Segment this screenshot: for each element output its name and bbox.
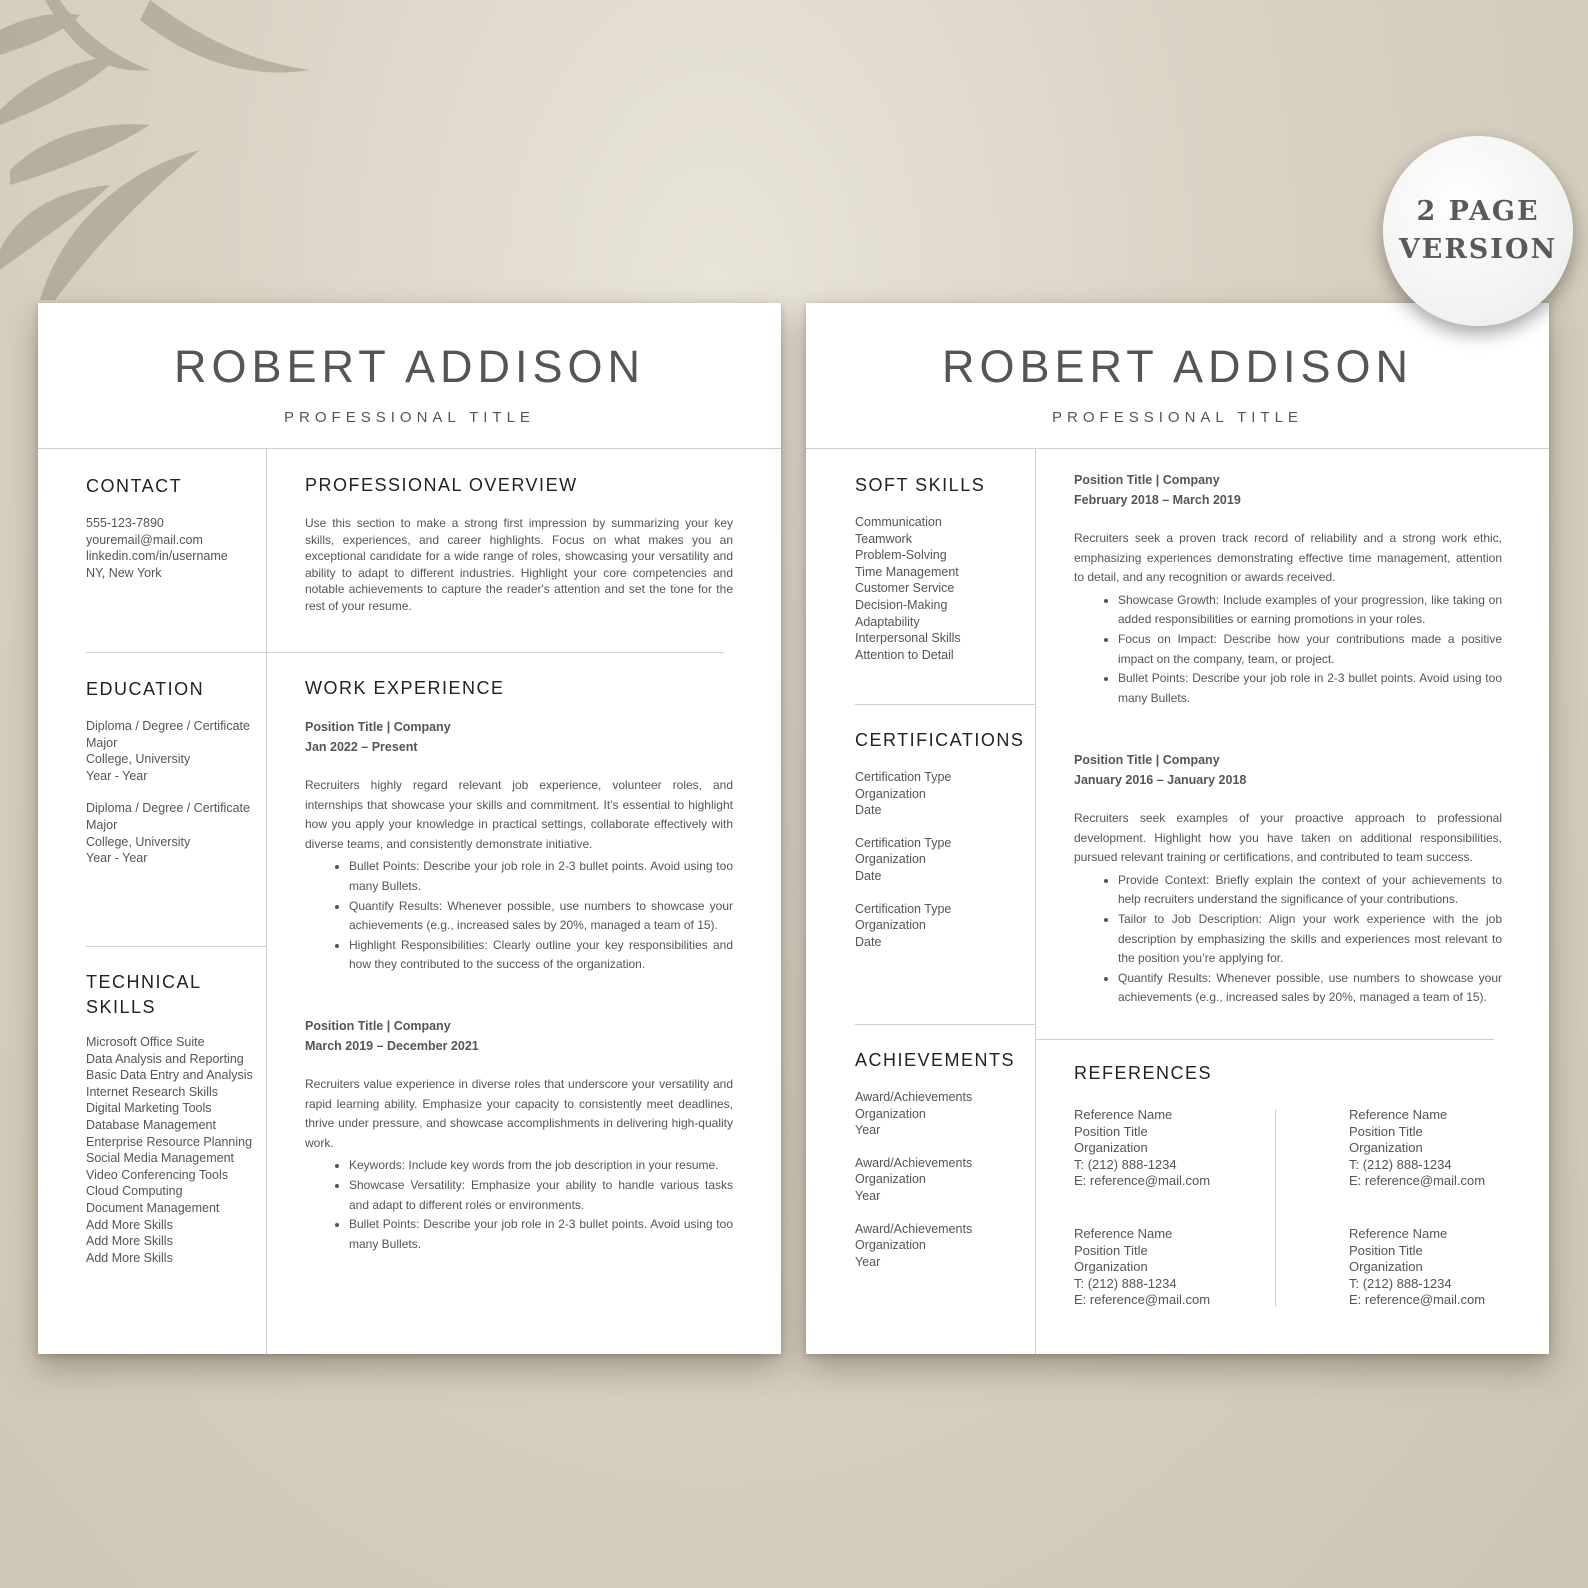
soft-skill-item: Customer Service bbox=[855, 581, 955, 596]
spacer bbox=[86, 784, 250, 800]
section-divider bbox=[1035, 1039, 1494, 1040]
soft-skill-item: Decision-Making bbox=[855, 597, 948, 612]
reference-position: Position Title bbox=[1074, 1123, 1148, 1139]
reference-email: E: reference@mail.com bbox=[1074, 1173, 1211, 1189]
skill-item: Add More Skills bbox=[86, 1217, 173, 1232]
technical-skills-heading-line2: SKILLS bbox=[86, 997, 157, 1017]
certification-org: Organization bbox=[855, 786, 926, 801]
achievement-award: Award/Achievements bbox=[855, 1155, 973, 1170]
achievements-heading: ACHIEVEMENTS bbox=[855, 1050, 1016, 1070]
header-divider bbox=[38, 448, 781, 449]
achievement-org: Organization bbox=[855, 1238, 926, 1253]
education-years: Year - Year bbox=[86, 768, 148, 783]
contact-location: NY, New York bbox=[86, 565, 162, 580]
work-experience-heading: WORK EXPERIENCE bbox=[305, 678, 505, 698]
job-bullets bbox=[305, 1156, 733, 1254]
achievement-org: Organization bbox=[855, 1172, 926, 1187]
resume-page-2 bbox=[806, 303, 1549, 1354]
certifications-list bbox=[855, 769, 951, 950]
skill-item: Cloud Computing bbox=[86, 1184, 183, 1199]
technical-skills-heading-line1: TECHNICAL bbox=[86, 972, 202, 992]
certification-org: Organization bbox=[855, 852, 926, 867]
soft-skill-item: Communication bbox=[855, 515, 942, 529]
soft-skill-item: Teamwork bbox=[855, 531, 912, 546]
reference-position: Position Title bbox=[1349, 1242, 1423, 1258]
section-divider bbox=[855, 1024, 1035, 1025]
certification-type: Certification Type bbox=[855, 901, 952, 916]
contact-linkedin: linkedin.com/in/username bbox=[86, 549, 228, 564]
reference-organization: Organization bbox=[1349, 1259, 1423, 1275]
skill-item: Add More Skills bbox=[86, 1250, 173, 1265]
job-entry bbox=[1074, 750, 1502, 1008]
contact-phone: 555-123-7890 bbox=[86, 516, 164, 530]
technical-skills-list bbox=[86, 1034, 253, 1266]
resume-name: ROBERT ADDISON bbox=[174, 341, 645, 392]
skill-item: Document Management bbox=[86, 1200, 220, 1215]
reference-organization: Organization bbox=[1349, 1140, 1423, 1156]
professional-title: PROFESSIONAL TITLE bbox=[284, 409, 535, 426]
overview-text: Use this section to make a strong first impression by summarizing your key skills, experiences, and career highlights. Focus on what makes you an exceptional candidate for a wide range of roles, showcasing your versatility and ability to adapt to different industries. Highlight your core competencies and notable achievements to capture the reader's attention and set the tone for the rest of your resume. bbox=[305, 516, 733, 613]
references-heading: REFERENCES bbox=[1074, 1063, 1213, 1083]
job-bullet: • Keywords: Include key words from the job description in your resume. bbox=[349, 1156, 733, 1176]
overview-heading: PROFESSIONAL OVERVIEW bbox=[305, 475, 578, 495]
achievement-year: Year bbox=[855, 1188, 881, 1203]
badge-line1: 2 PAGE bbox=[1416, 196, 1540, 227]
job-title: Position Title | Company bbox=[305, 720, 451, 734]
certification-type: Certification Type bbox=[855, 770, 952, 784]
job-bullets bbox=[1074, 591, 1502, 709]
skill-item: Basic Data Entry and Analysis bbox=[86, 1068, 253, 1083]
job-bullets bbox=[305, 857, 733, 975]
certification-date: Date bbox=[855, 803, 882, 818]
skill-item: Enterprise Resource Planning bbox=[86, 1134, 253, 1149]
references-divider bbox=[1275, 1109, 1276, 1307]
reference-email: E: reference@mail.com bbox=[1074, 1292, 1211, 1308]
job-bullet: • Quantify Results: Whenever possible, use numbers to showcase your achievements (e.g., increased sales by 20%, managed a team of 15). bbox=[1118, 969, 1502, 1008]
job-description: Recruiters value experience in diverse roles that underscore your versatility and rapid learning ability. Emphasize your capacity to consistently meet deadlines, thrive under pressure, and showcase accomplishments in delivering high-quality work. bbox=[305, 1077, 733, 1150]
resume-name: ROBERT ADDISON bbox=[942, 341, 1413, 392]
achievement-year: Year bbox=[855, 1254, 881, 1269]
certification-type: Certification Type bbox=[855, 835, 952, 850]
achievement-award: Award/Achievements bbox=[855, 1090, 973, 1104]
contact-list bbox=[86, 515, 228, 581]
reference-name: Reference Name bbox=[1349, 1226, 1448, 1241]
reference-name: Reference Name bbox=[1074, 1226, 1173, 1241]
reference-entry bbox=[1349, 1226, 1485, 1309]
job-title: Position Title | Company bbox=[1074, 753, 1220, 767]
reference-entry bbox=[1074, 1107, 1210, 1190]
achievement-award: Award/Achievements bbox=[855, 1221, 973, 1236]
column-divider bbox=[266, 448, 267, 1354]
soft-skill-item: Adaptability bbox=[855, 614, 920, 629]
job-description: Recruiters seek a proven track record of reliability and a strong work ethic, emphasizing experiences demonstrating effective time management, attention to detail, and any recognition or awards received. bbox=[1074, 531, 1502, 585]
certification-date: Date bbox=[855, 934, 882, 949]
education-major: Major bbox=[86, 817, 118, 832]
spacer bbox=[855, 819, 951, 835]
reference-entry bbox=[1349, 1107, 1485, 1190]
soft-skill-item: Interpersonal Skills bbox=[855, 631, 961, 646]
reference-phone: T: (212) 888-1234 bbox=[1349, 1156, 1452, 1172]
badge-line2: VERSION bbox=[1398, 234, 1558, 265]
education-degree: Diploma / Degree / Certificate bbox=[86, 719, 250, 733]
contact-email: youremail@mail.com bbox=[86, 532, 203, 547]
soft-skills-heading: SOFT SKILLS bbox=[855, 475, 986, 495]
achievement-year: Year bbox=[855, 1123, 881, 1138]
soft-skill-item: Attention to Detail bbox=[855, 647, 954, 662]
job-bullet: • Bullet Points: Describe your job role in 2-3 bullet points. Avoid using too many Bullets. bbox=[1118, 669, 1502, 708]
leaf-shadow-decoration bbox=[0, 0, 330, 300]
soft-skill-item: Problem-Solving bbox=[855, 548, 947, 563]
certifications-heading: CERTIFICATIONS bbox=[855, 730, 1025, 750]
job-bullet: • Bullet Points: Describe your job role in 2-3 bullet points. Avoid using too many Bullets. bbox=[349, 857, 733, 896]
job-dates: Jan 2022 – Present bbox=[305, 740, 418, 754]
job-entry bbox=[305, 717, 733, 975]
section-divider bbox=[855, 704, 1035, 705]
two-page-version-badge bbox=[1383, 136, 1573, 326]
job-entry bbox=[305, 1016, 733, 1254]
technical-skills-heading bbox=[86, 970, 202, 1020]
job-dates: March 2019 – December 2021 bbox=[305, 1039, 479, 1053]
achievements-list bbox=[855, 1089, 972, 1270]
reference-organization: Organization bbox=[1074, 1140, 1148, 1156]
education-years: Year - Year bbox=[86, 851, 148, 866]
achievement-org: Organization bbox=[855, 1106, 926, 1121]
job-bullet: • Provide Context: Briefly explain the context of your achievements to help recruiters understand the significance of your contributions. bbox=[1118, 871, 1502, 910]
reference-email: E: reference@mail.com bbox=[1349, 1292, 1486, 1308]
reference-phone: T: (212) 888-1234 bbox=[1074, 1156, 1177, 1172]
soft-skills-list bbox=[855, 514, 961, 663]
professional-title: PROFESSIONAL TITLE bbox=[1052, 409, 1303, 426]
spacer bbox=[855, 1205, 972, 1221]
job-entry bbox=[1074, 470, 1502, 708]
job-description: Recruiters seek examples of your proactive approach to professional development. Highlight how you have taken on additional responsibilities, pursued relevant training or certifications, and contributed to team success. bbox=[1074, 811, 1502, 865]
column-divider bbox=[1035, 448, 1036, 1354]
resume-page-1 bbox=[38, 303, 781, 1354]
skill-item: Add More Skills bbox=[86, 1234, 173, 1249]
reference-email: E: reference@mail.com bbox=[1349, 1173, 1486, 1189]
job-bullet: • Tailor to Job Description: Align your work experience with the job description by emphasizing the skills and experiences most relevant to the position you’re applying for. bbox=[1118, 910, 1502, 969]
reference-organization: Organization bbox=[1074, 1259, 1148, 1275]
reference-entry bbox=[1074, 1226, 1210, 1309]
job-bullet: • Focus on Impact: Describe how your contributions made a positive impact on the company, team, or project. bbox=[1118, 630, 1502, 669]
job-dates: February 2018 – March 2019 bbox=[1074, 493, 1241, 507]
education-major: Major bbox=[86, 735, 118, 750]
reference-name: Reference Name bbox=[1074, 1107, 1173, 1122]
skill-item: Digital Marketing Tools bbox=[86, 1101, 212, 1116]
job-bullet: • Bullet Points: Describe your job role in 2-3 bullet points. Avoid using too many Bullets. bbox=[349, 1215, 733, 1254]
skill-item: Microsoft Office Suite bbox=[86, 1035, 205, 1049]
section-divider bbox=[86, 652, 724, 653]
job-dates: January 2016 – January 2018 bbox=[1074, 773, 1247, 787]
skill-item: Data Analysis and Reporting bbox=[86, 1051, 244, 1066]
skill-item: Social Media Management bbox=[86, 1151, 234, 1166]
job-title: Position Title | Company bbox=[1074, 473, 1220, 487]
skill-item: Database Management bbox=[86, 1117, 216, 1132]
job-description: Recruiters highly regard relevant job experience, volunteer roles, and internships that showcase your skills and commitment. It's essential to highlight how you apply your knowledge in practical settings, collaborate effectively with diverse teams, and consistently demonstrate initiative. bbox=[305, 778, 733, 851]
education-college: College, University bbox=[86, 752, 191, 767]
spacer bbox=[855, 885, 951, 901]
education-heading: EDUCATION bbox=[86, 679, 205, 699]
skill-item: Internet Research Skills bbox=[86, 1084, 219, 1099]
section-divider bbox=[86, 946, 266, 947]
skill-item: Video Conferencing Tools bbox=[86, 1167, 228, 1182]
reference-name: Reference Name bbox=[1349, 1107, 1448, 1122]
header-divider bbox=[806, 448, 1549, 449]
spacer bbox=[855, 1139, 972, 1155]
education-degree: Diploma / Degree / Certificate bbox=[86, 801, 250, 816]
reference-phone: T: (212) 888-1234 bbox=[1349, 1275, 1452, 1291]
soft-skill-item: Time Management bbox=[855, 564, 959, 579]
job-bullets bbox=[1074, 871, 1502, 1008]
reference-position: Position Title bbox=[1074, 1242, 1148, 1258]
certification-org: Organization bbox=[855, 918, 926, 933]
job-bullet: • Showcase Growth: Include examples of your progression, like taking on added responsibilities or earning promotions in your roles. bbox=[1118, 591, 1502, 630]
job-bullet: • Showcase Versatility: Emphasize your ability to handle various tasks and adapt to different roles or environments. bbox=[349, 1176, 733, 1215]
certification-date: Date bbox=[855, 868, 882, 883]
job-bullet: • Quantify Results: Whenever possible, use numbers to showcase your achievements (e.g., increased sales by 20%, managed a team of 15). bbox=[349, 897, 733, 936]
job-bullet: • Highlight Responsibilities: Clearly outline your key responsibilities and how they contributed to the success of the organization. bbox=[349, 936, 733, 975]
education-list bbox=[86, 718, 250, 867]
education-college: College, University bbox=[86, 834, 191, 849]
reference-position: Position Title bbox=[1349, 1123, 1423, 1139]
contact-heading: CONTACT bbox=[86, 476, 183, 496]
reference-phone: T: (212) 888-1234 bbox=[1074, 1275, 1177, 1291]
job-title: Position Title | Company bbox=[305, 1019, 451, 1033]
